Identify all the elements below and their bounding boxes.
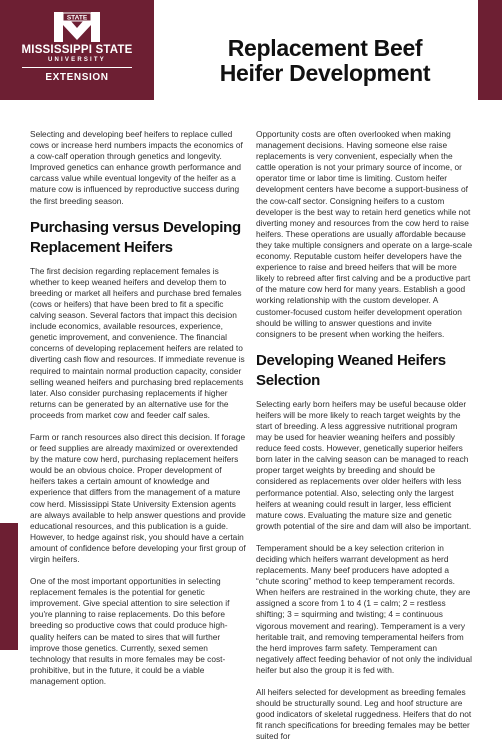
logo-university-name: MISSISSIPPI STATE xyxy=(21,44,133,56)
page-title-line-2: Heifer Development xyxy=(219,60,431,86)
section-heading-purchasing: Purchasing versus Developing Replacement Heifers xyxy=(30,218,241,256)
body-paragraph: Temperament should be a key selection criterion in deciding which heifers warrant development as herd replacements. Many beef producers have adopted a “chute scoring” method to keep temperament records. When heifers are restrained in the working chute, they are assigned a score from 1 to 4 (1 = calm; 2 = restless shifting; 3 = squirming and twisting; 4 = continuous vigorous movement and rearing). Temperament is a very heritable trait, and removing temperamental heifers from the herd improves farm safety. Temperament can negatively affect feeding behavior of not only the individual heifer but also the group it is fed with. xyxy=(256,542,473,675)
footer-accent-bar xyxy=(0,523,18,650)
page-title-line-1: Replacement Beef xyxy=(227,35,423,61)
body-paragraph: One of the most important opportunities in selecting replacement females is the potential for genetic improvement. Give special attention to sire selection if you're planning to raise replacements. Do this before breeding so productive cows that could produce high-quality heifers can be mated to sires that will further improve those genetics. Currently, sexed semen technology that results in more females may be cost-prohibitive, but in the future, it could be a viable management option. xyxy=(30,576,230,686)
header-accent-bar xyxy=(478,0,502,100)
page-title xyxy=(180,36,470,86)
body-paragraph: The first decision regarding replacement females is whether to keep weaned heifers and develop them to breeding or market all heifers and purchase bred females (cows or heifers) that have been bred to fit a specific calving season. Several factors that impact this decision include economics, available resources, experience, genetic improvement, and convenience. The financial concerns of developing replacement heifers are related to diverting cash flow and resources. If immediate revenue is required to maintain normal production capacity, consider selling weaned heifers and purchasing bred replacements later. Also consider purchasing replacements if higher returns can be generated by an alternative use for the proceeds from market cow and feeder calf sales. xyxy=(30,265,245,420)
section-heading-developing: Developing Weaned Heifers Selection xyxy=(256,351,446,389)
intro-paragraph: Selecting and developing beef heifers to replace culled cows or increase herd numbers impacts the economics of a cow-calf operation through genetics and longevity. Improved genetics can enhance growth performance and carcass value while eventual longevity of the heifer as a mature cow is influenced by reproductive success during the first breeding season. xyxy=(30,129,243,206)
msu-emblem-icon xyxy=(50,8,104,44)
body-paragraph: All heifers selected for development as breeding females should be structurally sound. Leg and hoof structure are good indicators of skeletal ruggedness. Heifers that do not fit ranch specifications for breeding females may be better suited for xyxy=(256,687,472,742)
body-paragraph: Opportunity costs are often overlooked when making management decisions. Having someone else raise replacements is very convenient, especially when the cattle operation is not your primary source of income, or operator time or labor time is limiting. Custom heifer development centers have become a support-business of the cow-calf sector. Consigning heifers to a custom developer is the best way to retain herd genetics while not diverting money and resources from the cow herd to raise heifers. These operations are usually affordable because they take multiple consigners and operate on a large-scale economy. Reputable custom heifer developers have the experience to raise and breed heifers that will be more likely to rebreed after first calving and be a productive part of the mature cow herd for many years. Establish a good working relationship with the custom developer. A customer-focused custom heifer development operation should be willing to answer questions and invite consigners to be present when working the heifers. xyxy=(256,129,473,339)
right-column xyxy=(256,129,474,754)
logo-divider xyxy=(22,67,132,68)
logo-extension-label: EXTENSION xyxy=(45,72,109,83)
msu-extension-logo xyxy=(0,0,154,100)
body-paragraph: Selecting early born heifers may be useful because older heifers will be more likely to reach target weights by the start of breeding. A less aggressive nutritional program may be used for heavier weaning heifers and possibly reduce feed costs. However, genetically superior heifers born later in the calving season can be managed to reach proper target weights by breeding and should be considered as replacements over older heifers with less performance potential. Also, selecting only the largest heifers at weaning could result in larger, less efficient mature cows. Evaluating the mature size and genetic growth potential of the sire and dam will also be important. xyxy=(256,398,472,531)
emblem-text: STATE xyxy=(66,14,88,22)
logo-university-label: UNIVERSITY xyxy=(47,57,106,63)
body-paragraph: Farm or ranch resources also direct this decision. If forage or feed supplies are already maximized or overextended by the mature cow herd, purchasing replacement heifers would be an obvious choice. Proper development of heifers takes a certain amount of knowledge and experience that differs from the management of a mature cow herd. Mississippi State University Extension agents are always available to help answer questions and provide educational resources, and this publication is a guide. However, to hedge against risk, you should have a certain amount of confidence before developing your first group of virgin heifers. xyxy=(30,431,246,564)
left-column xyxy=(30,129,246,698)
